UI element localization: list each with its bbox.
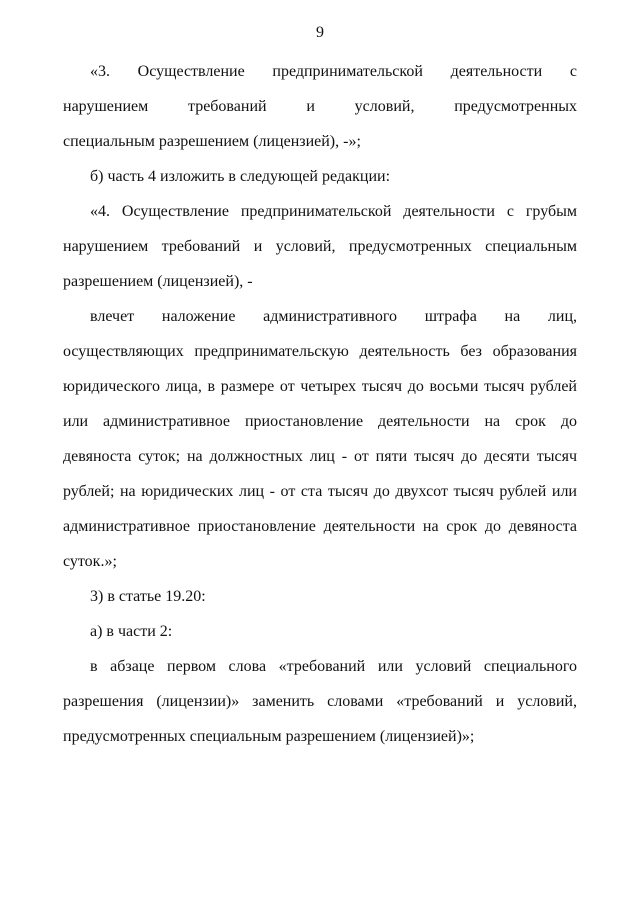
text-line: в абзаце первом слова «требований или условий специального <box>90 658 577 675</box>
text-line: а) в части 2: <box>90 623 173 640</box>
paragraph <box>63 614 577 649</box>
document-body <box>63 54 577 754</box>
paragraph <box>63 159 577 194</box>
paragraph <box>63 299 577 579</box>
paragraph <box>63 54 577 159</box>
text-line: «4. Осуществление предпринимательской деятельности с грубым <box>90 203 577 220</box>
paragraph <box>63 579 577 614</box>
paragraph <box>63 194 577 299</box>
text-line: или административное приостановление деятельности на срок до <box>63 413 577 430</box>
text-line: разрешения (лицензии)» заменить словами «требований и условий, <box>63 693 577 710</box>
text-line: рублей; на юридических лиц - от ста тысяч до двухсот тысяч рублей или <box>63 483 577 500</box>
paragraph <box>63 649 577 754</box>
text-line: осуществляющих предпринимательскую деятельность без образования <box>63 343 577 360</box>
text-line: юридического лица, в размере от четырех тысяч до восьми тысяч рублей <box>63 378 577 395</box>
text-line: влечет наложение административного штрафа на лиц, <box>90 308 577 325</box>
text-line: 3) в статье 19.20: <box>90 588 206 605</box>
text-line: б) часть 4 изложить в следующей редакции: <box>90 168 391 185</box>
text-line: нарушением требований и условий, предусмотренных специальным <box>63 238 577 255</box>
text-line: разрешением (лицензией), - <box>63 273 253 290</box>
text-line: суток.»; <box>63 553 117 570</box>
text-line: специальным разрешением (лицензией), -»; <box>63 133 361 150</box>
text-line: девяноста суток; на должностных лиц - от пяти тысяч до десяти тысяч <box>63 448 577 465</box>
page-number: 9 <box>316 24 324 41</box>
text-line: административное приостановление деятельности на срок до девяноста <box>63 518 577 535</box>
text-line: «3. Осуществление предпринимательской деятельности с <box>90 63 577 80</box>
text-line: предусмотренных специальным разрешением (лицензией)»; <box>63 728 475 745</box>
text-line: нарушением требований и условий, предусмотренных <box>63 98 577 115</box>
